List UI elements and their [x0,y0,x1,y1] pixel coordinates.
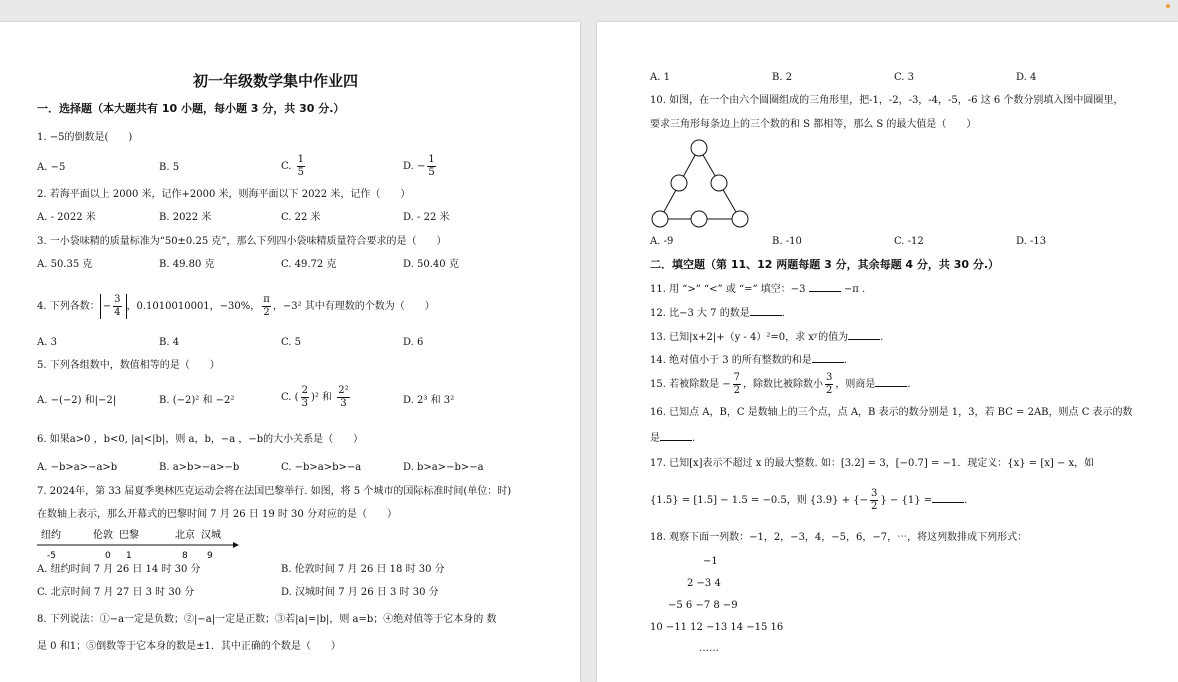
q4-option-b: B. 4 [159,337,180,348]
question-7-line-1: 7. 2024年，第 33 届夏季奥林匹克运动会将在法国巴黎举行. 如图，将 5 个城市的国际标准时间(单位：时) [37,486,512,497]
q7-option-b: B. 伦敦时间 7 月 26 日 18 时 30 分 [281,564,445,575]
q5-option-a: A. −(−2) 和|−2| [37,395,117,406]
q1-option-d: D. − $\frac{1}{5}$ [403,154,435,178]
question-16-line-2: 是 . [650,430,695,446]
answer-blank [809,281,841,292]
viewer-top-bar [0,0,1178,22]
circle-bottom-left [652,211,668,227]
question-8-line-1: 8. 下列说法：①−a一定是负数；②|−a|一定是正数；③若|a|=|b|，则 a=b；④绝对值等于它本身的 数 [37,614,497,625]
question-11: 11. 用 “>” “<” 或 “=” 填空：−3 −π . [650,281,865,297]
question-7-line-2: 在数轴上表示，那么开幕式的巴黎时间 7 月 26 日 19 时 30 分对应的是（ ） [37,509,397,520]
q3-option-c: C. 49.72 克 [281,259,337,270]
circle-left-mid [671,175,687,191]
circle-top [691,140,707,156]
question-6: 6. 如果a>0 ，b<0, |a|<|b|，则 a，b，−a ，−b的大小关系是（ ） [37,434,364,445]
answer-blank [750,305,782,316]
answer-blank [660,430,692,441]
city-label-seoul: 汉城 [201,530,221,541]
question-5: 5. 下列各组数中，数值相等的是（ ） [37,360,220,371]
status-dot-icon [1166,4,1170,8]
number-line-arrow-icon [233,542,239,548]
city-label-beijing: 北京 [175,530,195,541]
question-15: 15. 若被除数是 − $\frac{7}{2}$ ，除数比被除数小 $\frac{3}{2}$ ，则商是 . [650,372,911,396]
q5-option-c: C. ( $\frac{2}{3}$ )² 和 $\frac{\text{2²}}{3}$ [281,385,349,409]
city-label-newyork: 纽约 [41,530,61,541]
city-label-paris: 巴黎 [119,530,139,541]
pattern-row-5: …… [699,643,719,654]
q1-option-a: A. −5 [37,162,66,173]
q2-option-d: D. - 22 米 [403,212,450,223]
answer-blank [848,329,880,340]
tick-label-8: 8 [182,551,188,561]
q2-option-b: B. 2022 米 [159,212,212,223]
q10-option-d: D. -13 [1016,236,1047,247]
q3-option-b: B. 49.80 克 [159,259,215,270]
q4-option-a: A. 3 [37,337,57,348]
answer-blank [875,376,907,387]
q9-option-d: D. 4 [1016,72,1037,83]
q4-option-d: D. 6 [403,337,424,348]
q3-option-d: D. 50.40 克 [403,259,459,270]
circle-bottom-mid [691,211,707,227]
number-line-diagram [37,527,247,563]
triangle-circles-diagram [647,137,757,232]
question-16-line-1: 16. 已知点 A，B，C 是数轴上的三个点，点 A，B 表示的数分别是 1，3，若 BC = 2AB，则点 C 表示的数 [650,407,1133,418]
question-1: 1. −5的倒数是( ) [37,132,133,143]
page-title: 初一年级数学集中作业四 [193,72,359,90]
question-8-line-2: 是 0 和1；⑤倒数等于它本身的数是±1．其中正确的个数是（ ） [37,641,341,652]
q4-option-c: C. 5 [281,337,302,348]
question-10-line-2: 要求三角形每条边上的三个数的和 S 都相等，那么 S 的最大值是（ ） [650,119,977,130]
q7-option-c: C. 北京时间 7 月 27 日 3 时 30 分 [37,587,195,598]
q9-option-a: A. 1 [650,72,670,83]
question-14: 14. 绝对值小于 3 的所有整数的和是 . [650,352,847,368]
q5-option-b: B. (−2)² 和 −2² [159,395,235,406]
city-label-london: 伦敦 [93,530,113,541]
tick-label-0: 0 [105,551,111,561]
section-heading-fill: 二．填空题（第 11、12 两题每题 3 分，其余每题 4 分，共 30 分.） [650,258,1000,271]
tick-label-9: 9 [207,551,213,561]
q5-option-d: D. 2³ 和 3² [403,395,455,406]
section-heading-choice: 一．选择题（本大题共有 10 小题，每小题 3 分，共 30 分.） [37,102,345,115]
q1-option-b: B. 5 [159,162,180,173]
q2-option-c: C. 22 米 [281,212,321,223]
q6-option-c: C. −b>a>b>−a [281,462,362,473]
q10-option-a: A. -9 [650,236,674,247]
pattern-row-2: 2 −3 4 [687,578,721,589]
q9-option-c: C. 3 [894,72,915,83]
q6-option-b: B. a>b>−a>−b [159,462,240,473]
q10-option-b: B. -10 [772,236,802,247]
q6-option-a: A. −b>a>−a>b [37,462,118,473]
circle-right-mid [711,175,727,191]
q3-option-a: A. 50.35 克 [37,259,93,270]
answer-blank [932,492,964,503]
circle-bottom-right [732,211,748,227]
document-page-right [597,22,1178,682]
question-17-line-2: {1.5} = [1.5] − 1.5 = −0.5，则 {3.9} + {− $\frac{3}{2}$ } − {1} = . [650,488,968,512]
q7-option-d: D. 汉城时间 7 月 26 日 3 时 30 分 [281,587,439,598]
question-3: 3. 一小袋味精的质量标准为“50±0.25 克”，那么下列四小袋味精质量符合要求的是（ ） [37,236,447,247]
answer-blank [812,352,844,363]
document-page-left [0,22,580,682]
q6-option-d: D. b>a>−b>−a [403,462,484,473]
question-4: 4. 下列各数： − $\frac{3}{4}$ ，0.1010010001，−30%， $\frac{\pi}{2}$ ，−3² 其中有理数的个数为（ ） [37,294,435,318]
pattern-row-3: −5 6 −7 8 −9 [668,600,738,611]
q2-option-a: A. - 2022 米 [37,212,96,223]
pattern-row-1: −1 [703,556,718,567]
tick-label-minus5: -5 [47,551,56,561]
q9-option-b: B. 2 [772,72,793,83]
question-13: 13. 已知|x+2|+（y - 4）²=0，求 xʸ的值为 . [650,329,883,345]
question-17-line-1: 17. 已知[x]表示不超过 x 的最大整数. 如：[3.2] = 3，[−0.7] = −1．现定义：{x} = [x] − x，如 [650,458,1095,469]
question-12: 12. 比−3 大 7 的数是 . [650,305,785,321]
question-18: 18. 观察下面一列数：−1，2，−3，4，−5，6，−7，⋯，将这列数排成下列形式： [650,532,1028,543]
question-2: 2. 若海平面以上 2000 米，记作+2000 米，则海平面以下 2022 米，记作（ ） [37,189,411,200]
q7-option-a: A. 纽约时间 7 月 26 日 14 时 30 分 [37,564,201,575]
question-10-line-1: 10. 如图，在一个由六个圆圈组成的三角形里，把-1，-2，-3，-4，-5，-6 这 6 个数分别填入图中圆圈里， [650,95,1124,106]
q10-option-c: C. -12 [894,236,924,247]
q1-option-c: C. $\frac{1}{5}$ [281,154,305,178]
pattern-row-4: 10 −11 12 −13 14 −15 16 [650,622,784,633]
tick-label-1: 1 [126,551,132,561]
